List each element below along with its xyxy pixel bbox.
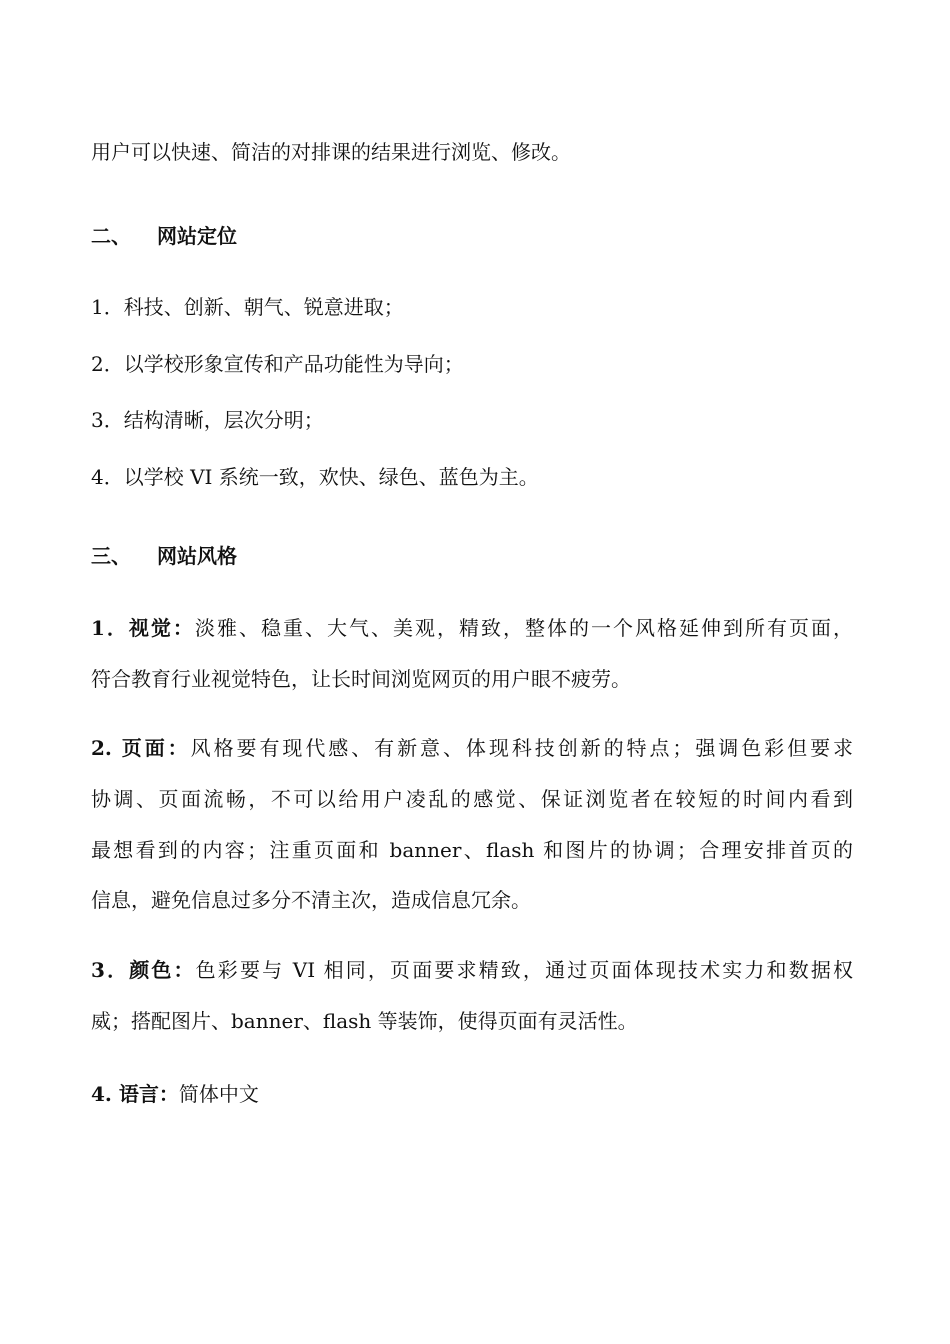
visual-line-1 — [91, 614, 853, 642]
visual-label: 1．视觉： — [91, 616, 195, 640]
section3-title: 网站风格 — [157, 544, 237, 568]
section3-heading — [91, 542, 237, 570]
intro-text: 用户可以快速、简洁的对排课的结果进行浏览、修改。 — [91, 140, 571, 164]
color-text: 色彩要与 VI 相同，页面要求精致，通过页面体现技术实力和数据权 — [195, 958, 853, 982]
page-label: 2. 页面： — [91, 736, 191, 760]
color-line-2: 威；搭配图片、banner、flash 等装饰，使得页面有灵活性。 — [91, 1009, 638, 1033]
section2-item: 4．以学校 VI 系统一致，欢快、绿色、蓝色为主。 — [91, 465, 539, 489]
intro-paragraph — [91, 138, 571, 166]
section2-item: 3．结构清晰，层次分明； — [91, 408, 324, 432]
visual-line-2: 符合教育行业视觉特色，让长时间浏览网页的用户眼不疲劳。 — [91, 667, 631, 691]
section2-number: 二、 — [91, 224, 131, 248]
section2-heading — [91, 222, 237, 250]
page-line-1 — [91, 734, 853, 762]
color-line-1 — [91, 956, 853, 984]
section2-item: 2．以学校形象宣传和产品功能性为导向； — [91, 352, 464, 376]
page-line-4: 信息，避免信息过多分不清主次，造成信息冗余。 — [91, 888, 531, 912]
page-line-3: 最想看到的内容；注重页面和 banner、flash 和图片的协调；合理安排首页的 — [91, 838, 853, 862]
language-label: 4. 语言： — [91, 1082, 179, 1106]
page-text: 风格要有现代感、有新意、体现科技创新的特点；强调色彩但要求 — [190, 736, 854, 760]
section3-number: 三、 — [91, 544, 131, 568]
page-line-2: 协调、页面流畅，不可以给用户凌乱的感觉、保证浏览者在较短的时间内看到 — [91, 787, 853, 811]
visual-text: 淡雅、稳重、大气、美观，精致，整体的一个风格延伸到所有页面， — [194, 616, 854, 640]
color-label: 3．颜色： — [91, 958, 196, 982]
language-text: 简体中文 — [178, 1082, 259, 1106]
section2-title: 网站定位 — [157, 224, 237, 248]
section2-item: 1．科技、创新、朝气、锐意进取； — [91, 295, 404, 319]
document-page — [91, 0, 861, 1344]
language-line — [91, 1080, 259, 1108]
